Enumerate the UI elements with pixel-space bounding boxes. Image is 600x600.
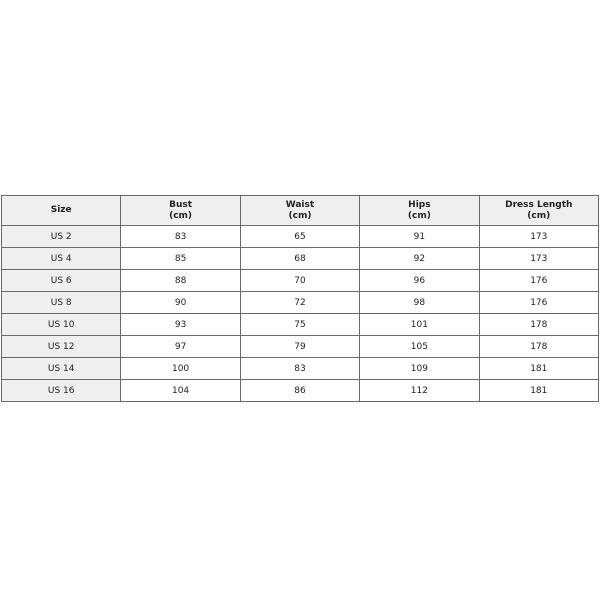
hips-cell: 109 <box>360 358 479 380</box>
dress-length-cell: 181 <box>479 380 598 402</box>
dress-length-cell: 178 <box>479 314 598 336</box>
table-row <box>2 380 599 402</box>
header-size <box>2 196 121 226</box>
hips-cell: 101 <box>360 314 479 336</box>
table-row <box>2 292 599 314</box>
header-waist-unit: (cm) <box>288 210 312 221</box>
size-cell: US 4 <box>2 248 121 270</box>
hips-cell: 91 <box>360 226 479 248</box>
table-row <box>2 248 599 270</box>
header-bust <box>121 196 240 226</box>
waist-cell: 72 <box>240 292 359 314</box>
header-dress-length-unit: (cm) <box>527 210 551 221</box>
bust-cell: 85 <box>121 248 240 270</box>
header-row <box>2 196 599 226</box>
bust-cell: 100 <box>121 358 240 380</box>
size-chart-table <box>1 195 599 402</box>
table-body <box>2 226 599 402</box>
table-header <box>2 196 599 226</box>
size-cell: US 10 <box>2 314 121 336</box>
header-dress-length <box>479 196 598 226</box>
waist-cell: 83 <box>240 358 359 380</box>
bust-cell: 83 <box>121 226 240 248</box>
hips-cell: 96 <box>360 270 479 292</box>
table-row <box>2 226 599 248</box>
hips-cell: 105 <box>360 336 479 358</box>
table-row <box>2 270 599 292</box>
bust-cell: 97 <box>121 336 240 358</box>
header-hips <box>360 196 479 226</box>
waist-cell: 79 <box>240 336 359 358</box>
bust-cell: 90 <box>121 292 240 314</box>
dress-length-cell: 178 <box>479 336 598 358</box>
dress-length-cell: 173 <box>479 248 598 270</box>
dress-length-cell: 181 <box>479 358 598 380</box>
bust-cell: 93 <box>121 314 240 336</box>
table-row <box>2 314 599 336</box>
waist-cell: 65 <box>240 226 359 248</box>
dress-length-cell: 176 <box>479 292 598 314</box>
size-cell: US 16 <box>2 380 121 402</box>
hips-cell: 112 <box>360 380 479 402</box>
header-dress-length-label: Dress Length <box>505 199 573 210</box>
header-hips-unit: (cm) <box>407 210 431 221</box>
header-hips-label: Hips <box>408 199 431 210</box>
header-bust-label: Bust <box>169 199 193 210</box>
waist-cell: 68 <box>240 248 359 270</box>
size-cell: US 2 <box>2 226 121 248</box>
header-size-label: Size <box>50 205 72 215</box>
table-row <box>2 358 599 380</box>
size-cell: US 14 <box>2 358 121 380</box>
size-cell: US 8 <box>2 292 121 314</box>
header-waist <box>240 196 359 226</box>
header-bust-unit: (cm) <box>169 210 193 221</box>
size-cell: US 12 <box>2 336 121 358</box>
waist-cell: 70 <box>240 270 359 292</box>
hips-cell: 92 <box>360 248 479 270</box>
dress-length-cell: 176 <box>479 270 598 292</box>
dress-length-cell: 173 <box>479 226 598 248</box>
table-row <box>2 336 599 358</box>
bust-cell: 88 <box>121 270 240 292</box>
size-cell: US 6 <box>2 270 121 292</box>
waist-cell: 75 <box>240 314 359 336</box>
waist-cell: 86 <box>240 380 359 402</box>
hips-cell: 98 <box>360 292 479 314</box>
bust-cell: 104 <box>121 380 240 402</box>
header-waist-label: Waist <box>285 199 315 210</box>
